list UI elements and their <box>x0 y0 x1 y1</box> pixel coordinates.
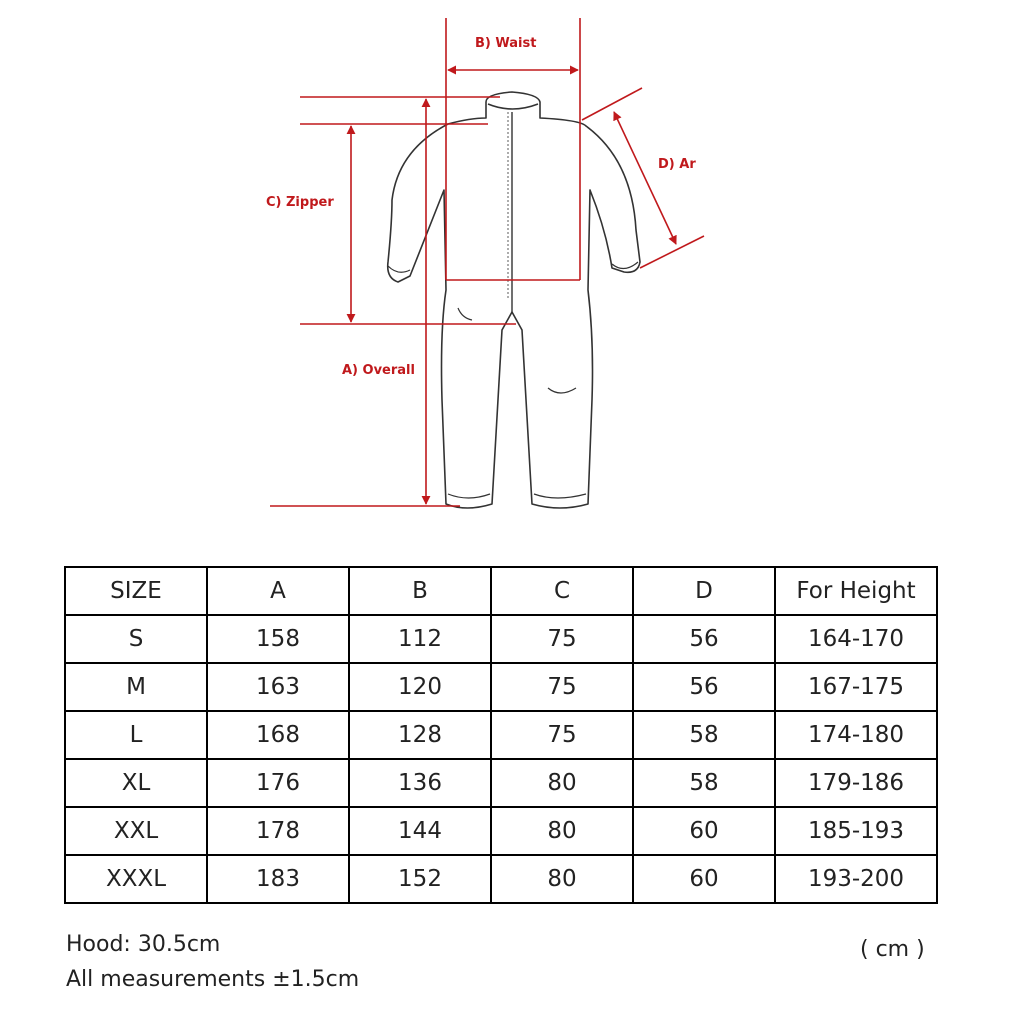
tolerance-note: All measurements ±1.5cm <box>66 967 360 992</box>
hood-note: Hood: 30.5cm <box>66 932 221 957</box>
table-cell: 185-193 <box>775 807 937 855</box>
table-cell: XXXL <box>65 855 207 903</box>
table-cell: 75 <box>491 615 633 663</box>
table-cell: 158 <box>207 615 349 663</box>
table-cell: M <box>65 663 207 711</box>
table-cell: 60 <box>633 855 775 903</box>
table-cell: 75 <box>491 663 633 711</box>
table-cell: 80 <box>491 807 633 855</box>
table-cell: L <box>65 711 207 759</box>
table-cell: 167-175 <box>775 663 937 711</box>
table-cell: 112 <box>349 615 491 663</box>
table-cell: 183 <box>207 855 349 903</box>
table-cell: XL <box>65 759 207 807</box>
header-cell: D <box>633 567 775 615</box>
measurement-lines <box>270 18 704 506</box>
header-cell: B <box>349 567 491 615</box>
table-row <box>65 759 937 807</box>
table-cell: 179-186 <box>775 759 937 807</box>
table-row <box>65 807 937 855</box>
table-row <box>65 855 937 903</box>
waist-label: B) Waist <box>475 36 537 51</box>
table-cell: 164-170 <box>775 615 937 663</box>
table-cell: 176 <box>207 759 349 807</box>
table-row <box>65 615 937 663</box>
table-cell: 58 <box>633 759 775 807</box>
table-cell: 152 <box>349 855 491 903</box>
zipper-label: C) Zipper <box>266 195 334 210</box>
arm-arrow <box>614 112 676 244</box>
table-cell: XXL <box>65 807 207 855</box>
table-cell: 193-200 <box>775 855 937 903</box>
table-row <box>65 711 937 759</box>
table-cell: 168 <box>207 711 349 759</box>
table-cell: S <box>65 615 207 663</box>
table-cell: 128 <box>349 711 491 759</box>
table-cell: 163 <box>207 663 349 711</box>
header-cell: For Height <box>775 567 937 615</box>
header-cell: C <box>491 567 633 615</box>
table-cell: 58 <box>633 711 775 759</box>
table-cell: 80 <box>491 759 633 807</box>
table-cell: 144 <box>349 807 491 855</box>
header-cell: A <box>207 567 349 615</box>
table-cell: 56 <box>633 615 775 663</box>
table-cell: 60 <box>633 807 775 855</box>
table-cell: 80 <box>491 855 633 903</box>
table-cell: 136 <box>349 759 491 807</box>
unit-note: ( cm ) <box>860 937 925 962</box>
overall-label: A) Overall <box>342 363 415 378</box>
table-cell: 56 <box>633 663 775 711</box>
table-cell: 120 <box>349 663 491 711</box>
table-cell: 178 <box>207 807 349 855</box>
size-chart-table <box>64 566 938 904</box>
table-row <box>65 663 937 711</box>
table-cell: 75 <box>491 711 633 759</box>
table-cell: 174-180 <box>775 711 937 759</box>
header-cell: SIZE <box>65 567 207 615</box>
arm-label: D) Ar <box>658 157 696 172</box>
table-header-row <box>65 567 937 615</box>
